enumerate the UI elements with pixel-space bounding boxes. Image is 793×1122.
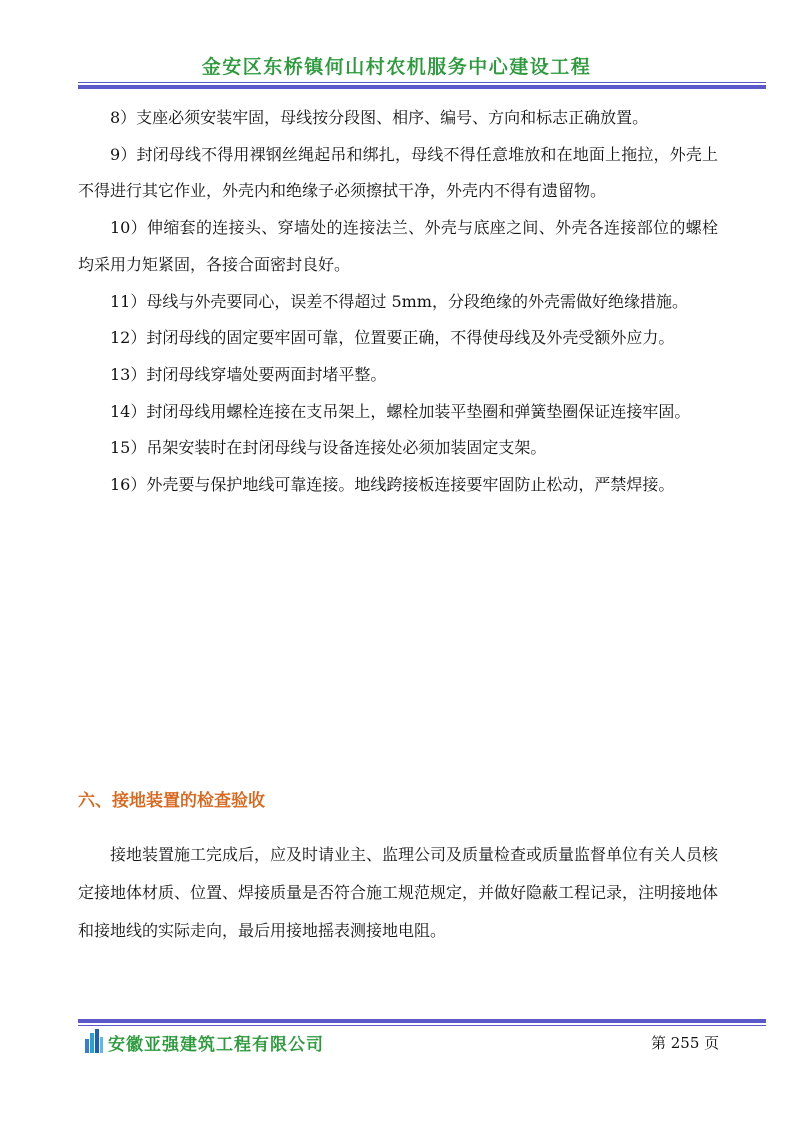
paragraph: 13）封闭母线穿墙处要两面封堵平整。 bbox=[110, 364, 387, 384]
body-text bbox=[78, 100, 718, 504]
page-number: 第 255 页 bbox=[651, 1034, 720, 1052]
company-logo-icon bbox=[84, 1029, 104, 1053]
paragraph: 12）封闭母线的固定要牢固可靠，位置要正确，不得使母线及外壳受额外应力。 bbox=[110, 328, 675, 348]
paragraph: 10）伸缩套的连接头、穿墙处的连接法兰、外壳与底座之间、外壳各连接部位的螺栓均采用力矩紧固，各接合面密封良好。 bbox=[78, 218, 718, 274]
paragraph: 16）外壳要与保护地线可靠连接。地线跨接板连接要牢固防止松动，严禁焊接。 bbox=[110, 475, 675, 495]
paragraph: 8）支座必须安装牢固，母线按分段图、相序、编号、方向和标志正确放置。 bbox=[110, 108, 649, 127]
header-rule-thick bbox=[78, 85, 766, 89]
header-rule-thin bbox=[78, 82, 766, 83]
section-heading: 六、接地装置的检查验收 bbox=[78, 791, 265, 811]
footer-rule-thick bbox=[78, 1019, 766, 1023]
paragraph: 9）封闭母线不得用裸钢丝绳起吊和绑扎，母线不得任意堆放和在地面上拖拉，外壳上不得进行其它作业，外壳内和绝缘子必须擦拭干净，外壳内不得有遗留物。 bbox=[78, 144, 718, 201]
section-body bbox=[78, 836, 718, 950]
paragraph: 14）封闭母线用螺栓连接在支吊架上，螺栓加装平垫圈和弹簧垫圈保证连接牢固。 bbox=[110, 401, 691, 421]
paragraph: 接地装置施工完成后，应及时请业主、监理公司及质量检查或质量监督单位有关人员核定接地体材质、位置、焊接质量是否符合施工规范规定，并做好隐蔽工程记录，注明接地体和接地线的实际走向，最后用接地摇表测接地电阻。 bbox=[78, 845, 719, 940]
paragraph: 11）母线与外壳要同心，误差不得超过 5mm，分段绝缘的外壳需做好绝缘措施。 bbox=[110, 291, 688, 311]
footer-company-name: 安徽亚强建筑工程有限公司 bbox=[108, 1035, 324, 1055]
paragraph: 15）吊架安装时在封闭母线与设备连接处必须加装固定支架。 bbox=[110, 438, 547, 458]
footer-rule-thin bbox=[78, 1025, 766, 1026]
page-header-title: 金安区东桥镇何山村农机服务中心建设工程 bbox=[201, 56, 592, 78]
